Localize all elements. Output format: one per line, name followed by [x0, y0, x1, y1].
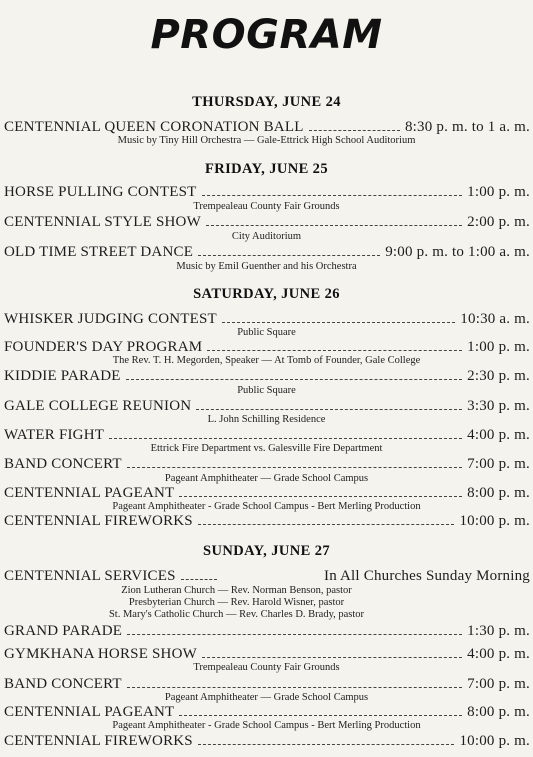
leader-dots: [126, 379, 463, 380]
leader-dots: [127, 634, 462, 635]
event-note: Zion Lutheran Church — Rev. Norman Benson, pastor: [121, 585, 352, 596]
event-name: GRAND PARADE: [4, 623, 123, 639]
event-time: 2:30 p. m.: [467, 368, 530, 384]
event-name: CENTENNIAL STYLE SHOW: [4, 214, 201, 230]
event-time: 10:00 p. m.: [459, 733, 530, 749]
event-note: City Auditorium: [231, 231, 302, 242]
event-note: Trempealeau County Fair Grounds: [193, 201, 340, 212]
event-name: CENTENNIAL FIREWORKS: [4, 513, 193, 529]
event-note: The Rev. T. H. Megorden, Speaker — At Tomb of Founder, Gale College: [112, 355, 421, 366]
event-name: CENTENNIAL PAGEANT: [4, 485, 175, 501]
event-note: Music by Emil Guenther and his Orchestra: [176, 261, 357, 272]
event-row: [4, 212, 530, 230]
event-name: BAND CONCERT: [4, 676, 122, 692]
event-note: L. John Schilling Residence: [207, 414, 326, 425]
event-row: [4, 117, 530, 135]
leader-dots: [202, 195, 463, 196]
event-row: [4, 182, 530, 200]
event-name: OLD TIME STREET DANCE: [4, 244, 194, 260]
event-name: CENTENNIAL QUEEN CORONATION BALL: [4, 119, 304, 135]
day-heading-saturday: SATURDAY, JUNE 26: [193, 286, 340, 302]
event-time: 2:00 p. m.: [467, 214, 530, 230]
event-time: 10:30 a. m.: [460, 311, 530, 327]
leader-dots: [198, 255, 380, 256]
event-name: CENTENNIAL SERVICES: [4, 568, 176, 584]
leader-dots: [179, 715, 462, 716]
event-row: [4, 621, 530, 639]
leader-dots: [198, 744, 455, 745]
event-time: 8:00 p. m.: [467, 704, 530, 720]
event-name: GALE COLLEGE REUNION: [4, 398, 192, 414]
event-note: Pageant Amphitheater — Grade School Campus: [164, 692, 369, 703]
event-row: [4, 309, 530, 327]
leader-dots: [198, 524, 455, 525]
event-note: Ettrick Fire Department vs. Galesville Fire Department: [150, 443, 383, 454]
event-row: [4, 702, 530, 720]
event-note: Trempealeau County Fair Grounds: [193, 662, 340, 673]
event-name: CENTENNIAL PAGEANT: [4, 704, 175, 720]
event-row: [4, 566, 530, 584]
event-name: HORSE PULLING CONTEST: [4, 184, 197, 200]
leader-dots: [179, 496, 462, 497]
event-name: WATER FIGHT: [4, 427, 105, 443]
leader-dots: [206, 225, 462, 226]
event-time: 3:30 p. m.: [467, 398, 530, 414]
leader-dots: [207, 350, 462, 351]
event-time: 1:00 p. m.: [467, 339, 530, 355]
event-time: 4:00 p. m.: [467, 646, 530, 662]
day-heading-sunday: SUNDAY, JUNE 27: [203, 543, 330, 559]
event-time: 7:00 p. m.: [467, 676, 530, 692]
leader-dots: [202, 657, 462, 658]
leader-dots: [127, 687, 462, 688]
leader-dots: [222, 322, 455, 323]
event-name: KIDDIE PARADE: [4, 368, 121, 384]
event-row: [4, 366, 530, 384]
event-row: [4, 731, 530, 749]
event-row: [4, 454, 530, 472]
event-row: [4, 511, 530, 529]
event-row: [4, 242, 530, 260]
event-row: [4, 396, 530, 414]
event-time: 1:00 p. m.: [467, 184, 530, 200]
event-row: [4, 483, 530, 501]
event-note: Public Square: [237, 327, 296, 338]
event-name: CENTENNIAL FIREWORKS: [4, 733, 193, 749]
event-time: 1:30 p. m.: [467, 623, 530, 639]
page-title: PROGRAM: [150, 12, 383, 58]
day-heading-thursday: THURSDAY, JUNE 24: [192, 94, 341, 110]
event-time: 7:00 p. m.: [467, 456, 530, 472]
event-name: WHISKER JUDGING CONTEST: [4, 311, 217, 327]
day-heading-friday: FRIDAY, JUNE 25: [205, 161, 328, 177]
leader-dots: [181, 579, 217, 580]
event-time: 9:00 p. m. to 1:00 a. m.: [385, 244, 530, 260]
event-time: 10:00 p. m.: [459, 513, 530, 529]
event-note: Public Square: [237, 385, 296, 396]
event-row: [4, 644, 530, 662]
event-row: [4, 425, 530, 443]
event-time: 4:00 p. m.: [467, 427, 530, 443]
event-note: Pageant Amphitheater - Grade School Campus - Bert Merling Production: [112, 501, 421, 512]
leader-dots: [109, 438, 462, 439]
event-time: 8:00 p. m.: [467, 485, 530, 501]
event-note: Music by Tiny Hill Orchestra — Gale-Ettrick High School Auditorium: [117, 135, 416, 146]
leader-dots: [196, 409, 462, 410]
leader-dots: [127, 467, 462, 468]
event-note: Pageant Amphitheater — Grade School Campus: [164, 473, 369, 484]
event-name: GYMKHANA HORSE SHOW: [4, 646, 197, 662]
event-name: FOUNDER'S DAY PROGRAM: [4, 339, 203, 355]
event-note: Pageant Amphitheater - Grade School Campus - Bert Merling Production: [112, 720, 421, 731]
event-row: [4, 337, 530, 355]
event-row: [4, 674, 530, 692]
event-note: St. Mary's Catholic Church — Rev. Charles D. Brady, pastor: [108, 609, 365, 620]
event-time: In All Churches Sunday Morning: [324, 568, 530, 584]
event-name: BAND CONCERT: [4, 456, 122, 472]
leader-dots: [309, 130, 400, 131]
event-note: Presbyterian Church — Rev. Harold Wisner, pastor: [128, 597, 345, 608]
event-time: 8:30 p. m. to 1 a. m.: [404, 119, 530, 135]
